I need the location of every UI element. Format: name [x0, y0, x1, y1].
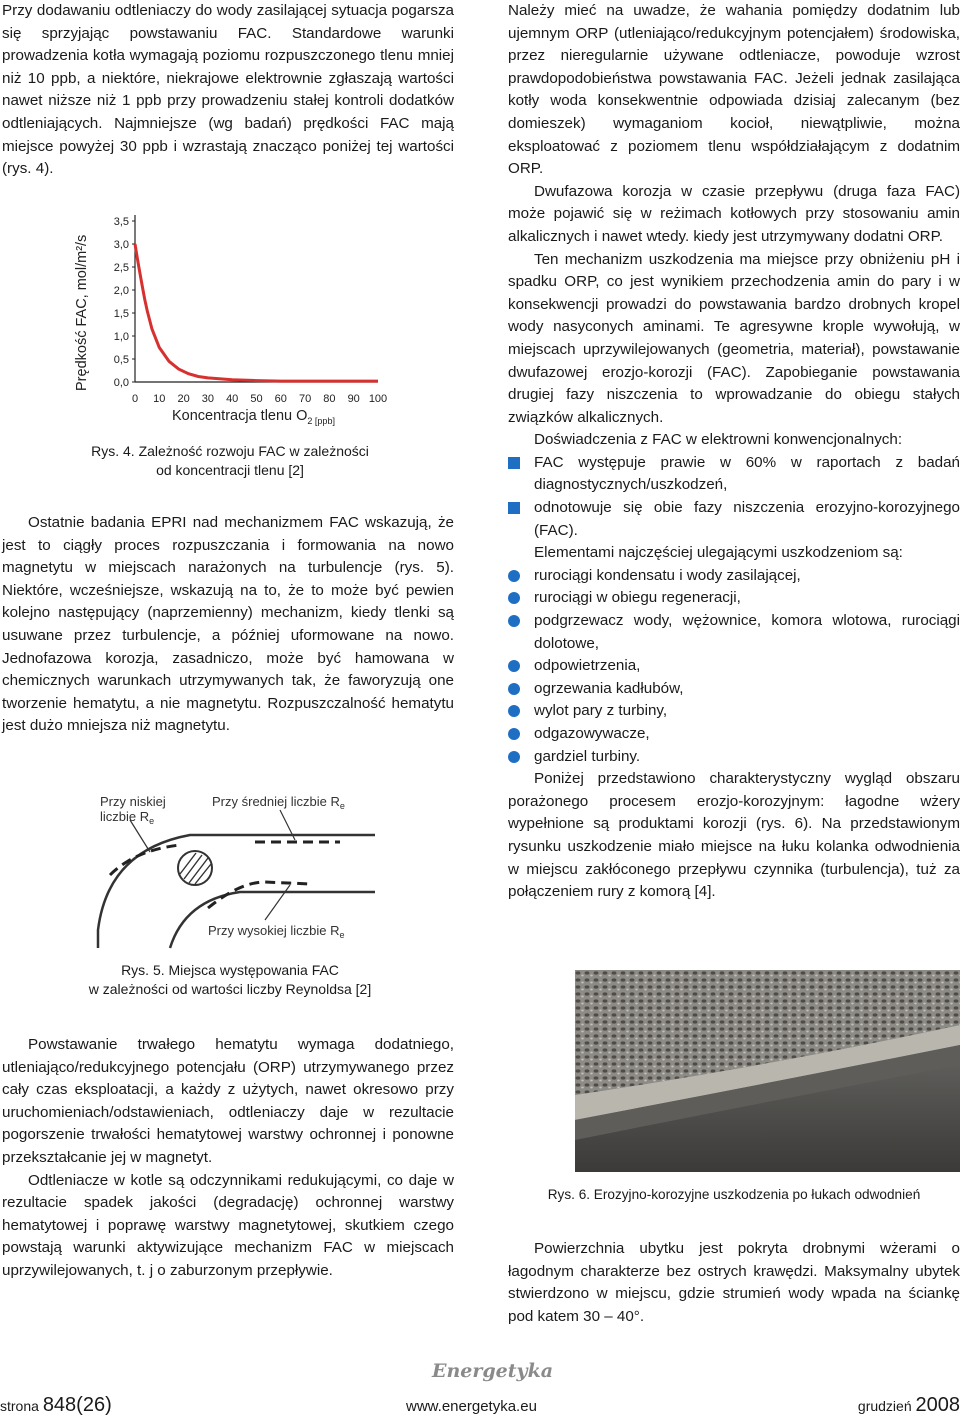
pipe-bend-diagram: [90, 780, 380, 950]
paragraph: Powierzchnia ubytku jest pokryta drobnymi wżerami o łagodnym charakterze bez ostrych krawędzi. Maksymalny ubytek stwierdzono w miejscu, gdzie strumień wody wpada na ściankę pod katem 30 – 40°.: [508, 1240, 960, 1325]
x-tick-label: 50: [250, 393, 263, 405]
list-item: odnotowuje się obie fazy niszczenia erozyjno-korozyjnego (FAC).: [508, 497, 960, 542]
x-tick-label: 90: [347, 393, 360, 405]
x-tick-label: 20: [177, 393, 190, 405]
y-tick-label: 0,5: [113, 354, 129, 366]
footer-url[interactable]: www.energetyka.eu: [406, 1398, 537, 1415]
y-tick-label: 2,5: [113, 262, 129, 274]
x-tick-label: 0: [131, 393, 139, 405]
list-item: ogrzewania kadłubów,: [508, 678, 960, 701]
y-tick-label: 0,0: [113, 377, 129, 389]
x-ticks: [132, 393, 387, 405]
paragraph: Elementami najczęściej ulegającymi uszkodzeniom są:: [534, 544, 903, 562]
figure-6-caption: Rys. 6. Erozyjno-korozyjne uszkodzenia po łukach odwodnień: [547, 1187, 921, 1202]
x-tick-label: 80: [323, 393, 336, 405]
paragraph: Powstawanie trwałego hematytu wymaga dodatniego, utleniająco/redukcyjnego potencjału (ORP) utrzymywanego przez cały czas eksploatacji, a każdy z użytych, nawet okresowo przy uruchomieniach/odstawieniach, odtleniaczy daje w rezultacie pogorszenie trwałości hematytowej warstwy ochronnej i ponowne przekształcanie jej w magnetyt.: [2, 1036, 454, 1166]
y-tick-label: 1,0: [113, 331, 129, 343]
y-tick-label: 3,5: [113, 216, 129, 228]
list-item: odpowietrzenia,: [508, 655, 960, 678]
page-footer: [0, 1392, 960, 1419]
list-item: gardziel turbiny.: [508, 746, 960, 769]
leader-low: [130, 820, 150, 852]
list-item: odgazowywacze,: [508, 723, 960, 746]
x-axis-label-sub: 2 [ppb]: [307, 416, 335, 426]
left-column-middle: [2, 512, 454, 738]
label-high-re: Przy wysokiej liczbie $R_e$: [208, 923, 345, 940]
figure-4-caption: Rys. 4. Zależność rozwoju FAC w zależności od koncentracji tlenu [2]: [91, 443, 369, 478]
y-tick-label: 1,5: [113, 308, 129, 320]
x-tick-label: 60: [274, 393, 287, 405]
x-tick-label: 100: [368, 393, 388, 405]
fac-oxygen-chart: [60, 205, 390, 435]
list-item: FAC występuje prawie w 60% w raportach z badań diagnostycznych/uszkodzeń,: [508, 452, 960, 497]
energetyka-logo: [432, 1360, 554, 1388]
list-item: wylot pary z turbiny,: [508, 700, 960, 723]
paragraph: Odtleniacze w kotle są odczynnikami redukującymi, co daje w rezultacie spadek jakości (degradację) ochronnej warstwy hematytowej i poprawę warstwy magnetytowej, skutkiem czego powstają warunki aktywizujące mechanizm FAC w miejscach uprzywilejowanych, t. j o zaburzonym przepływie.: [2, 1171, 454, 1279]
right-column: [508, 0, 960, 904]
paragraph: Doświadczenia z FAC w elektrowni konwencjonalnych:: [534, 431, 903, 449]
logo-text: Energetyka: [432, 1360, 554, 1382]
leader-high: [265, 885, 290, 920]
left-column-bottom: [2, 1034, 454, 1283]
damaged-elements-list: [508, 565, 960, 768]
erosion-damage-photo: [575, 970, 960, 1172]
turbulence-zone: [178, 851, 212, 885]
x-tick-label: 30: [201, 393, 215, 405]
paragraph: Ten mechanizm uszkodzenia ma miejsce przy obniżeniu pH i spadku ORP, co jest wynikiem przechodzenia amin do pary i w konsekwencji prowadzi do powstawania bardzo drobnych kropel wody nasyconych aminami. Te agresywne krople wywołują, w miejscach uprzywilejowanych (geometria, materiał), powstawanie dwufazowej erozjo-korozji (FAC). Zapobieganie powstawania drugiej fazy niszczenia to wprowadzanie do obiegu stałych związków alkalicznych.: [508, 250, 960, 426]
page-number: strona 848(26): [0, 1394, 112, 1416]
list-item: rurociągi kondensatu i wody zasilającej,: [508, 565, 960, 588]
label-low-re: Przy niskiej: [100, 794, 166, 809]
x-tick-label: 40: [226, 393, 239, 405]
label-mid-re: Przy średniej liczbie $R_e$: [212, 794, 345, 811]
issue-date: grudzień 2008: [857, 1394, 960, 1416]
y-tick-label: 2,0: [113, 285, 129, 297]
paragraph: Ostatnie badania EPRI nad mechanizmem FAC wskazują, że jest to ciągły proces rozpuszczania i formowania na nowo magnetytu w miejscach narażonych na turbulencje (rys. 5). Niektóre, wcześniejsze, wskazują na to, że to może być pewien kolejno następujący (naprzemienny) mechanizm, kiedy tlenki są usuwane przez turbulencje, a później uformowane na nowo. Jednofazowa korozja, zasadniczo, może być hamowana w chemicznych warunkach utrzymywanych tak, że faworyzują one tworzenie hematytu, a nie magnetytu. Rozpuszczalność hematytu jest dużo mniejsza niż magnetytu.: [2, 514, 454, 735]
figure-5-caption: Rys. 5. Miejsca występowania FAC w zależności od wartości liczby Reynoldsa [2]: [88, 962, 372, 997]
label-low-re-2: liczbie $R_e$: [100, 809, 155, 826]
paragraph: Należy mieć na uwadze, że wahania pomiędzy dodatnim lub ujemnym ORP (utleniająco/redukcyjnym potencjałem) środowiska, przez nieregularnie używane odtleniacze, powoduje wzrost prawdopodobieństwa powstawania FAC. Jeżeli jednak zasilająca kotły woda konsekwentnie odpowiada dzisiaj zalecanym (bez domieszek) wymaganiom kocioł, niewątpliwie, można eksploatować z poziomem tlenu współdziałającym z dodatnim ORP.: [508, 2, 960, 178]
paragraph: Dwufazowa korozja w czasie przepływu (druga faza FAC) może pojawić się w reżimach kotłowych przy stosowaniu amin alkalicznych i nawet wtedy. kiedy jest utrzymywany dodatni ORP.: [508, 182, 960, 245]
experience-list: [508, 452, 960, 542]
y-axis-label: Prędkość FAC, mol/m²/s: [74, 234, 90, 391]
paragraph: Przy dodawaniu odtleniaczy do wody zasilającej sytuacja pogarsza się sprzyjając powstawaniu FAC. Standardowe warunki prowadzenia kotła wymagają poziomu rozpuszczonego tlenu mniej niż 10 ppb, a niektóre, niekrajowe elektrownie zgłaszają wartości nawet niższe niż 1 ppb przy prowadzeniu stałej kontroli dodatków odtleniających. Najmniejsze (wg badań) prędkości FAC mają miejsce powyżej 30 ppb i wzrastają znacząco poniżej tej wartości (rys. 4).: [2, 2, 454, 178]
y-tick-label: 3,0: [113, 239, 129, 251]
y-ticks: [114, 216, 135, 389]
list-item: podgrzewacz wody, wężownice, komora wlotowa, rurociągi dolotowe,: [508, 610, 960, 655]
paragraph: Poniżej przedstawiono charakterystyczny wygląd obszaru porażonego procesem erozjo-korozyjnym: łagodne wżery wypełnione są produktami korozji (rys. 6). Na przedstawionym rysunku uszkodzenie miało miejsce na łuku kolanka odwodnienia w miejscu zakłóconego przepływu czynnika (turbulencja), tuż za połączeniem rury z komorą [4].: [508, 770, 960, 901]
x-tick-label: 10: [153, 393, 166, 405]
list-item: rurociągi w obiegu regeneracji,: [508, 587, 960, 610]
fac-rate-line: [135, 244, 378, 381]
x-tick-label: 70: [298, 393, 312, 405]
left-column-intro: [2, 0, 454, 181]
right-column-bottom: [508, 1238, 960, 1328]
x-axis-label: Koncentracja tlenu $O_{2 [ppb]}$: [172, 408, 335, 426]
